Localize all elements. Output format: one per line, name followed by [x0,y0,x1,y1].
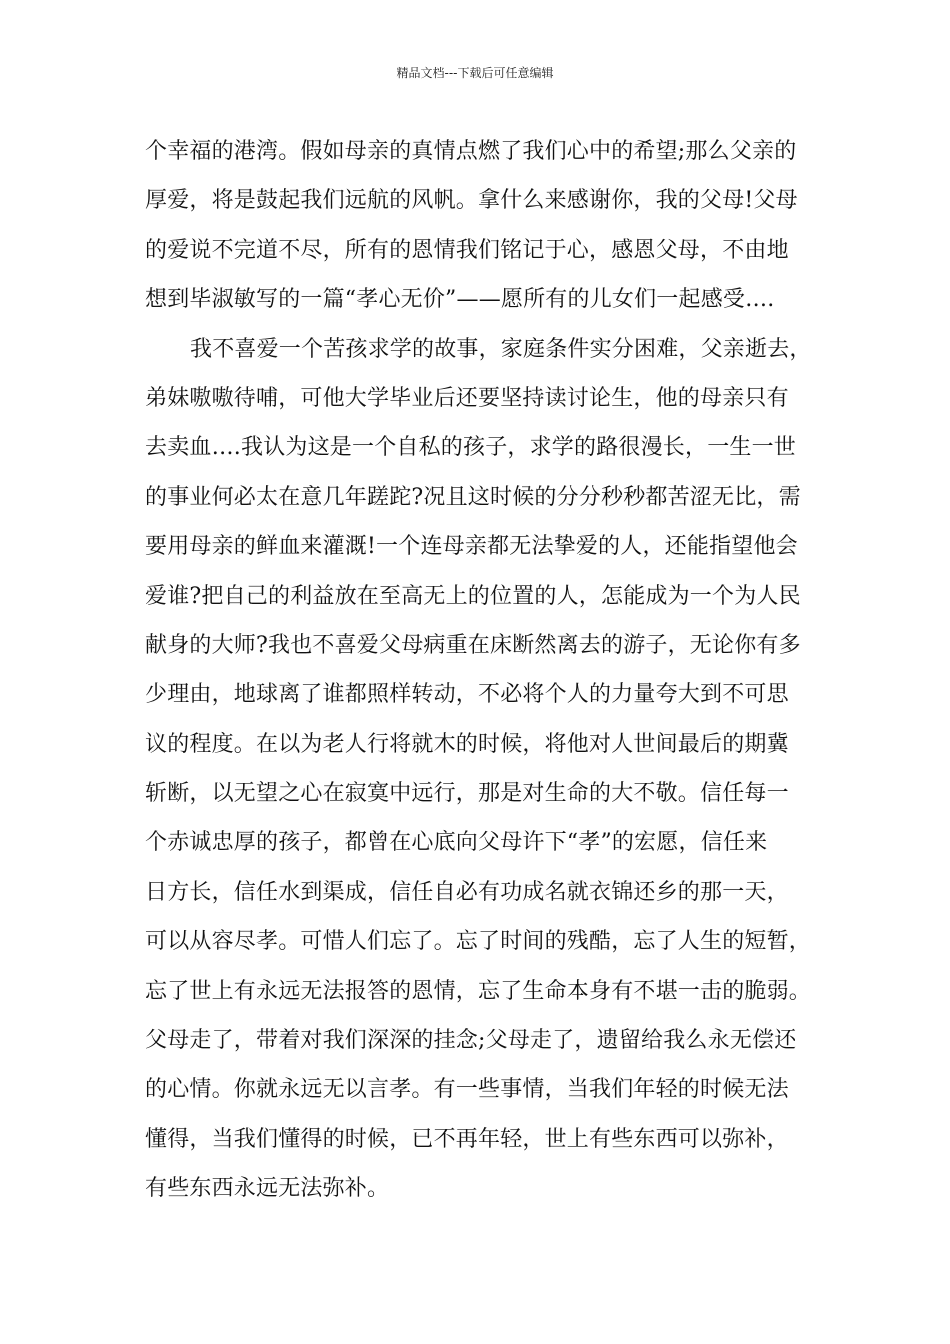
text-line: 日方长，信任水到渠成，信任自必有功成名就衣锦还乡的那一天， [145,879,789,905]
text-line: 可以从容尽孝。可惜人们忘了。忘了时间的残酷，忘了人生的短暂， [145,929,812,955]
text-line: 的心情。你就永远无以言孝。有一些事情，当我们年轻的时候无法 [145,1077,789,1103]
text-line: 个幸福的港湾。假如母亲的真情点燃了我们心中的希望;那么父亲的 [145,139,797,164]
text-line: 懂得，当我们懂得的时候，已不再年轻，世上有些东西可以弥补， [145,1126,789,1152]
text-line: 少理由，地球离了谁都照样转动，不必将个人的力量夸大到不可思 [145,682,789,708]
body-text [145,132,820,1219]
paragraph-first-line: 我不喜爱一个苦孩求学的故事，家庭条件实分困难，父亲逝去， [190,336,812,362]
text-line: 个赤诚忠厚的孩子，都曾在心底向父母许下“孝”的宏愿，信任来 [145,830,768,856]
text-line: 议的程度。在以为老人行将就木的时候，将他对人世间最后的期冀 [145,731,789,757]
text-line: 的爱说不完道不尽，所有的恩情我们铭记于心，感恩父母，不由地 [145,237,789,263]
text-line: 厚爱，将是鼓起我们远航的风帆。拿什么来感谢你，我的父母!父母 [145,188,798,214]
text-line: 要用母亲的鲜血来灌溉!一个连母亲都无法挚爱的人，还能指望他会 [145,534,798,560]
text-line: 想到毕淑敏写的一篇“孝心无价”——愿所有的儿女们一起感受…. [145,287,775,313]
text-line: 弟妹嗷嗷待哺，可他大学毕业后还要坚持读讨论生，他的母亲只有 [145,385,789,411]
text-line: 斩断，以无望之心在寂寞中远行，那是对生命的大不敬。信任每一 [145,781,789,807]
text-line: 父母走了，带着对我们深深的挂念;父母走了，遗留给我么永无偿还 [145,1028,797,1054]
text-line: 献身的大师?我也不喜爱父母病重在床断然离去的游子，无论你有多 [145,632,801,658]
text-line: 爱谁?把自己的利益放在至高无上的位置的人，怎能成为一个为人民 [145,583,801,609]
text-line: 的事业何必太在意几年蹉跎?况且这时候的分分秒秒都苦涩无比，需 [145,484,801,510]
page-header: 精品文档---下载后可任意编辑 [396,66,554,80]
text-line: 忘了世上有永远无法报答的恩情，忘了生命本身有不堪一击的脆弱。 [145,978,812,1004]
text-line: 有些东西永远无法弥补。 [145,1176,390,1202]
text-line: 去卖血….我认为这是一个自私的孩子，求学的路很漫长，一生一世 [145,435,796,461]
